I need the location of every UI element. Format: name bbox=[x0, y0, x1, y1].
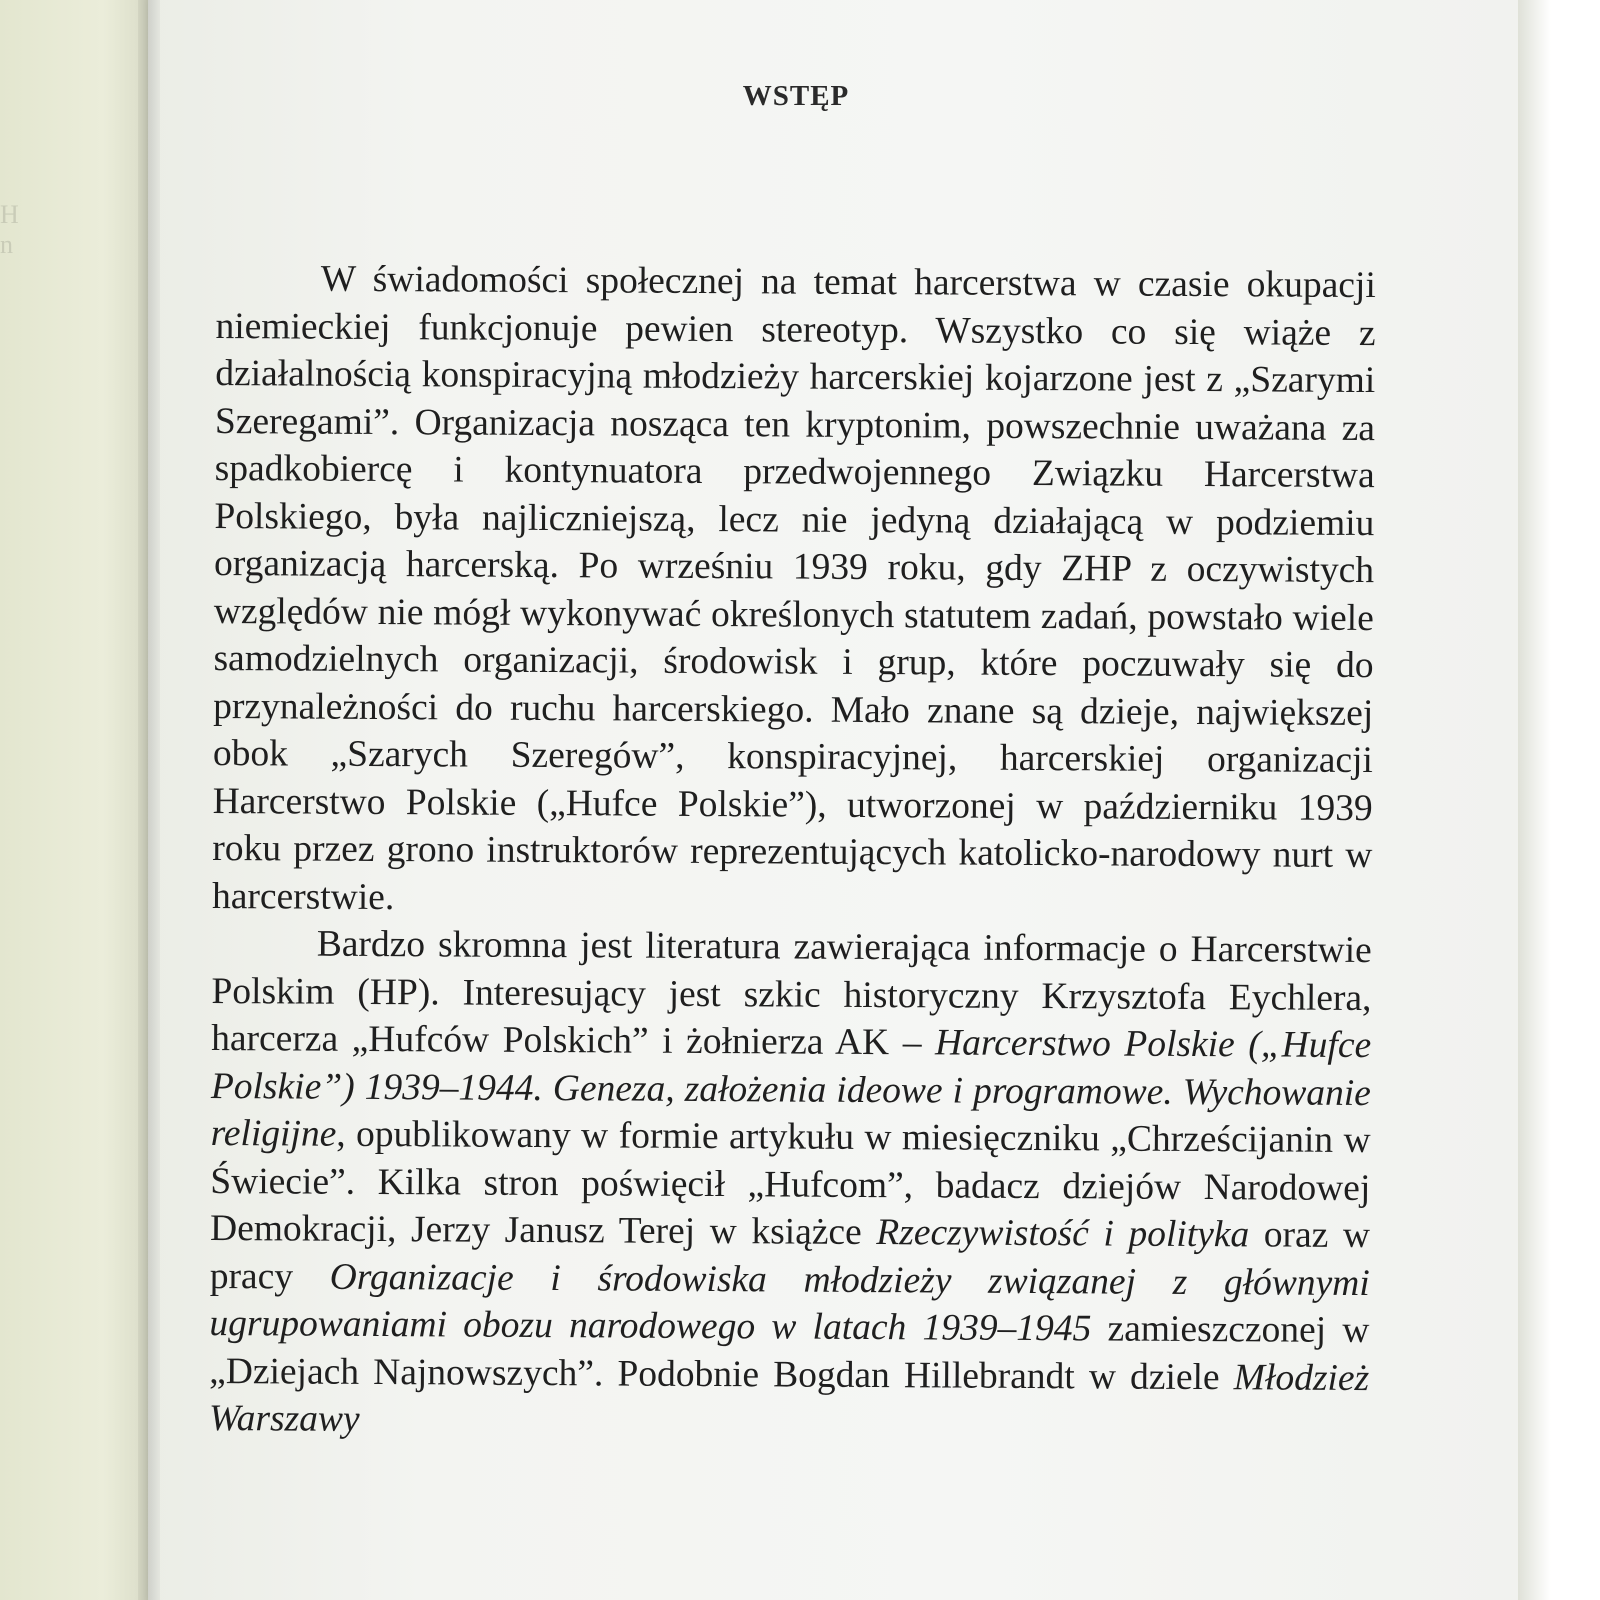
paragraph-1: W świadomości społecznej na temat harcerstwa w czasie okupacji niemieckiej funkcjonuje pewien stereotyp. Wszystko co się wiąże z działalnością konspiracyjną młodzieży harcerskiej kojarzone jest z „Szarymi Szeregami”. Organizacja nosząca ten kryptonim, powszechnie uważana za spadkobiercę i kontynuatora przedwojennego Związku Harcerstwa Polskiego, była najliczniejszą, lecz nie jedyną działającą w podziemiu organizacją harcerską. Po wrześniu 1939 roku, gdy ZHP z oczywistych względów nie mógł wykonywać określonych statutem zadań, powstało wiele samodzielnych organizacji, środowisk i grup, które poczuwały się do przynależności do ruchu harcerskiego. Mało znane są dzieje, największej obok „Szarych Szeregów”, konspiracyjnej, harcerskiej organizacji Harcerstwo Polskie („Hufce Polskie”), utworzonej w październiku 1939 roku przez grono instruktorów reprezentujących katolicko-narodowy nurt w harcerstwie. bbox=[211, 258, 1376, 918]
left-page-text-fragment: H n bbox=[0, 200, 19, 259]
p2-text-2: , opublikowany w formie artykułu w miesięczniku „Chrześcijanin w Świecie”. Kilka stron poświęcił „Hufcom”, badacz dziejów Narodowej Demokracji, Jerzy Janusz Terej w książce bbox=[209, 1113, 1371, 1253]
p2-text-4: zamieszczonej w „Dziejach Najnowszych”. Podobnie Bogdan Hillebrandt w dziele bbox=[209, 1308, 1370, 1398]
chapter-title: WSTĘP bbox=[742, 80, 850, 112]
page-right-edge bbox=[1518, 0, 1600, 1600]
p2-italic-title-4: Młodzież Warszawy bbox=[208, 1356, 1370, 1440]
book-gutter bbox=[138, 0, 160, 1600]
body-text bbox=[209, 255, 1376, 1450]
p2-italic-title-1: Harcerstwo Polskie („Hufce Polskie”) 1939–1944. Geneza, założenia ideowe i programowe. Wychowanie religijne bbox=[210, 1022, 1372, 1155]
p2-italic-title-2: Rzeczywistość i polityka bbox=[876, 1212, 1250, 1256]
p2-text-3: oraz w pracy bbox=[209, 1214, 1371, 1297]
left-page-edge bbox=[0, 0, 148, 1600]
paragraph-2 bbox=[209, 920, 1372, 1450]
p2-text-1: Bardzo skromna jest literatura zawierająca informacje o Harcerstwie Polskim (HP). Interesujący jest szkic historyczny Krzysztofa Eychlera, harcerza „Hufców Polskich” i żołnierza AK – bbox=[211, 923, 1372, 1064]
p2-italic-title-3: Organizacje i środowiska młodzieży związanej z głównymi ugrupowaniami obozu narodowego w latach 1939–1945 bbox=[209, 1256, 1370, 1350]
